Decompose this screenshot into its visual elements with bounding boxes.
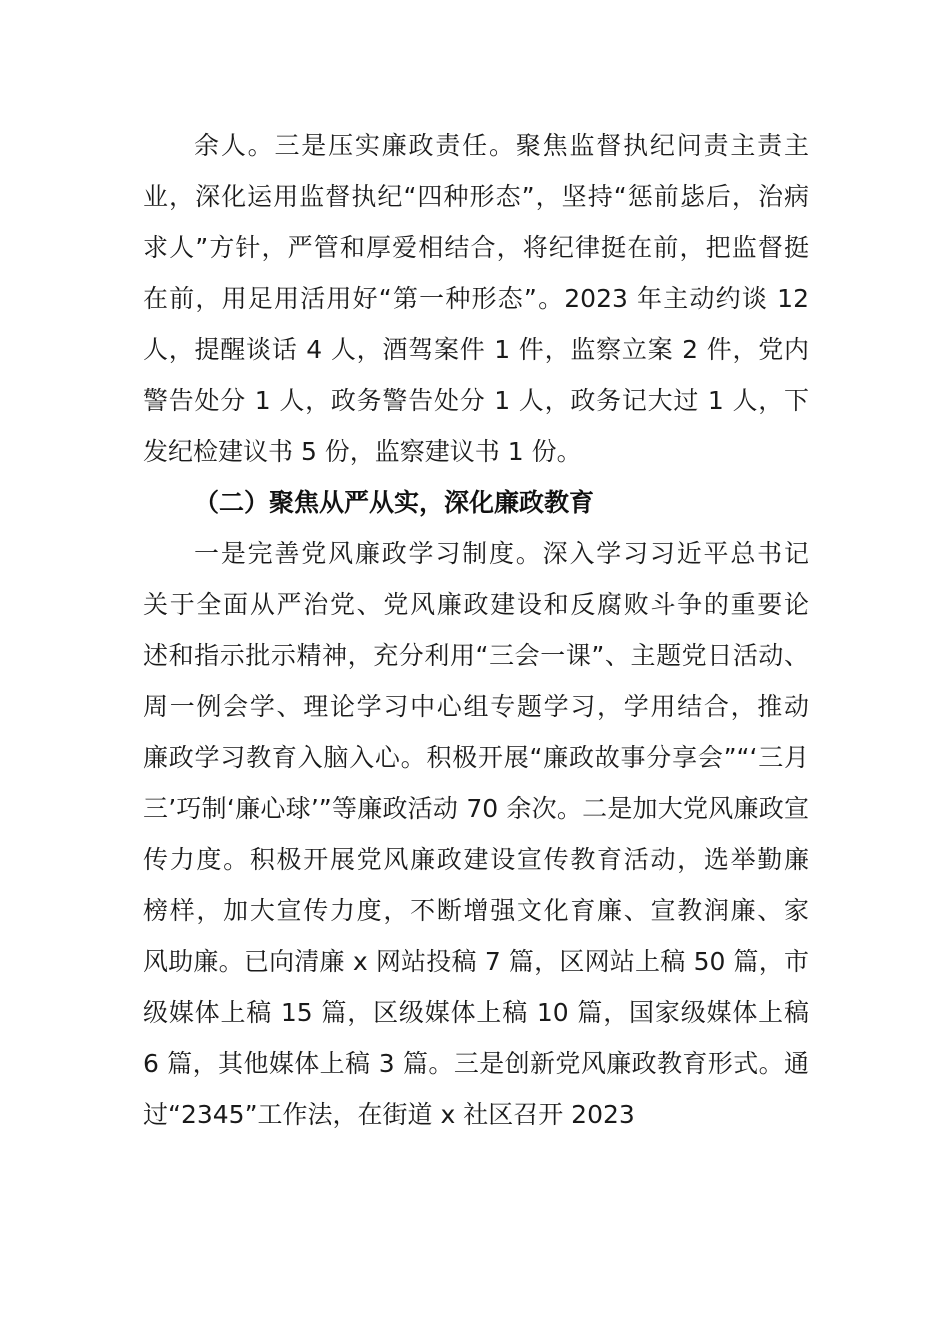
paragraph-line: 周一例会学、理论学习中心组专题学习，学用结合，推动: [143, 692, 809, 721]
paragraph-line: 发纪检建议书 5 份，监察建议书 1 份。: [143, 437, 582, 466]
paragraph-line: 关于全面从严治党、党风廉政建设和反腐败斗争的重要论: [143, 590, 809, 619]
paragraph-line: 业，深化运用监督执纪“四种形态”，坚持“惩前毖后，治病: [143, 182, 809, 211]
paragraph-line: 求人”方针，严管和厚爱相结合，将纪律挺在前，把监督挺: [143, 233, 809, 262]
paragraph-line: 过“2345”工作法，在街道 x 社区召开 2023: [143, 1100, 635, 1129]
paragraph-line: 述和指示批示精神，充分利用“三会一课”、主题党日活动、: [143, 641, 809, 670]
paragraph-line: 人，提醒谈话 4 人，酒驾案件 1 件，监察立案 2 件，党内: [143, 335, 809, 364]
paragraph-line: 传力度。积极开展党风廉政建设宣传教育活动，选举勤廉: [143, 845, 809, 874]
body-text: [143, 120, 809, 1140]
paragraph-line: 在前，用足用活用好“第一种形态”。2023 年主动约谈 12: [143, 284, 809, 313]
paragraph-line: 警告处分 1 人，政务警告处分 1 人，政务记大过 1 人，下: [143, 386, 809, 415]
paragraph-line: 榜样，加大宣传力度，不断增强文化育廉、宣教润廉、家: [143, 896, 809, 925]
paragraph-line: 一是完善党风廉政学习制度。深入学习习近平总书记: [194, 539, 809, 568]
paragraph-line: 三’巧制‘廉心球’”等廉政活动 70 余次。二是加大党风廉政宣: [143, 794, 809, 823]
paragraph-line: 风助廉。已向清廉 x 网站投稿 7 篇，区网站上稿 50 篇，市: [143, 947, 809, 976]
paragraph-line: 级媒体上稿 15 篇，区级媒体上稿 10 篇，国家级媒体上稿: [143, 998, 809, 1027]
paragraph-line: 余人。三是压实廉政责任。聚焦监督执纪问责主责主: [194, 131, 809, 160]
paragraph-line: 6 篇，其他媒体上稿 3 篇。三是创新党风廉政教育形式。通: [143, 1049, 809, 1078]
paragraph-line: 廉政学习教育入脑入心。积极开展“廉政故事分享会”“‘三月: [143, 743, 809, 772]
section-heading: （二）聚焦从严从实，深化廉政教育: [194, 488, 595, 517]
